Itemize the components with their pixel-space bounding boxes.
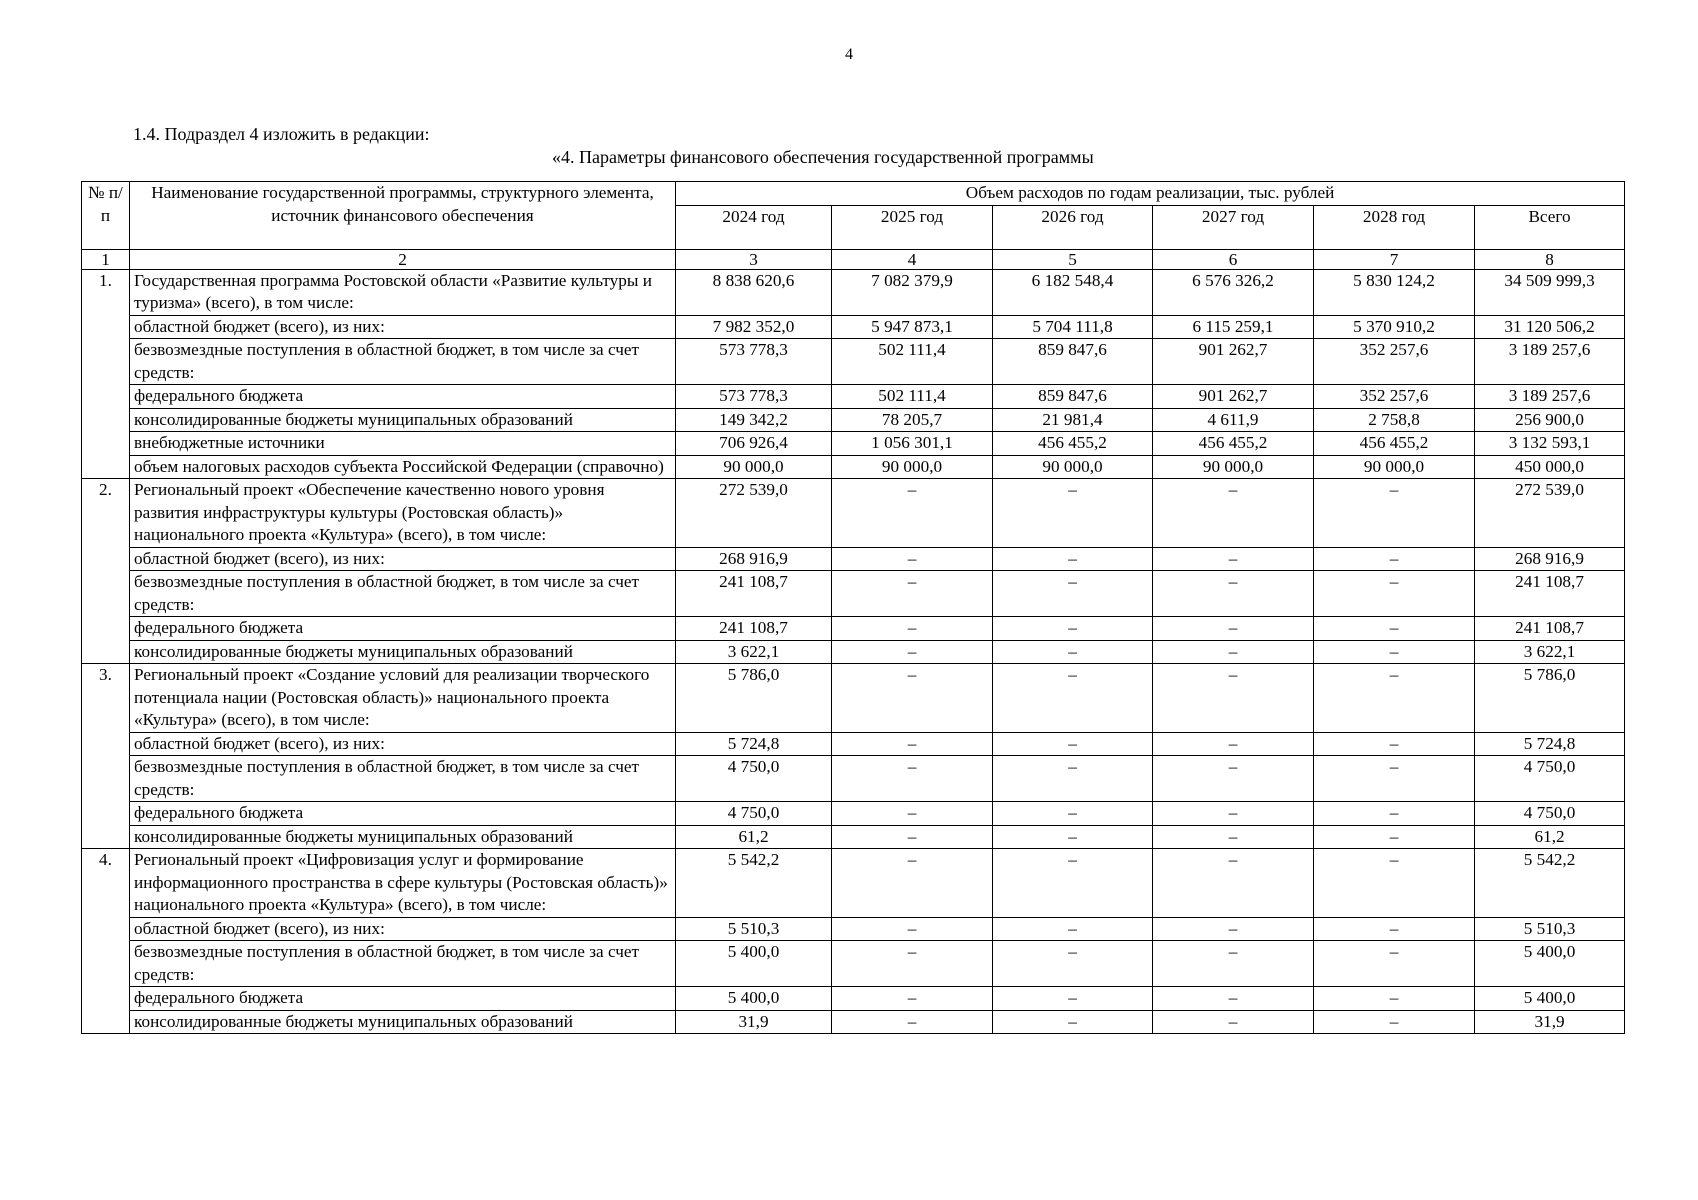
row-value: – — [1314, 640, 1475, 664]
row-number: 1. — [82, 269, 130, 479]
row-value: 5 947 873,1 — [832, 315, 993, 339]
row-name: безвозмездные поступления в областной бюджет, в том числе за счет средств: — [130, 756, 676, 802]
row-value: 456 455,2 — [993, 432, 1153, 456]
row-value: 3 622,1 — [676, 640, 832, 664]
row-value: 4 750,0 — [676, 756, 832, 802]
row-value: – — [1314, 825, 1475, 849]
row-value: – — [1153, 640, 1314, 664]
row-value: – — [1153, 941, 1314, 987]
row-value: 241 108,7 — [676, 617, 832, 641]
table-row — [82, 640, 1625, 664]
table-row — [82, 917, 1625, 941]
row-number: 4. — [82, 849, 130, 1034]
row-value: – — [1314, 756, 1475, 802]
section-title: «4. Параметры финансового обеспечения государственной программы — [552, 147, 1094, 167]
row-value: 1 056 301,1 — [832, 432, 993, 456]
row-value: 5 510,3 — [676, 917, 832, 941]
table-row — [82, 825, 1625, 849]
row-value: – — [832, 756, 993, 802]
row-value: 6 115 259,1 — [1153, 315, 1314, 339]
row-value: 78 205,7 — [832, 408, 993, 432]
row-total: 5 400,0 — [1475, 941, 1625, 987]
column-numbers-row — [82, 249, 1625, 269]
row-value: – — [832, 917, 993, 941]
row-value: – — [1153, 479, 1314, 548]
row-value: – — [832, 664, 993, 733]
row-value: – — [1314, 732, 1475, 756]
row-total: 3 132 593,1 — [1475, 432, 1625, 456]
header-name: Наименование государственной программы, структурного элемента, источник финансового обеспечения — [130, 182, 676, 250]
row-value: 573 778,3 — [676, 385, 832, 409]
column-number: 6 — [1153, 249, 1314, 269]
column-number: 8 — [1475, 249, 1625, 269]
row-value: 5 400,0 — [676, 941, 832, 987]
header-year: 2025 год — [832, 205, 993, 249]
row-value: – — [1153, 756, 1314, 802]
row-name: Региональный проект «Цифровизация услуг и формирование информационного пространства в сфере культуры (Ростовская область)» национального проекта «Культура» (всего), в том числе: — [130, 849, 676, 918]
row-number: 3. — [82, 664, 130, 849]
row-value: – — [993, 664, 1153, 733]
column-number: 5 — [993, 249, 1153, 269]
table-row — [82, 339, 1625, 385]
row-name: областной бюджет (всего), из них: — [130, 315, 676, 339]
row-value: – — [832, 941, 993, 987]
row-value: – — [832, 547, 993, 571]
row-value: 90 000,0 — [1314, 455, 1475, 479]
row-value: – — [1314, 571, 1475, 617]
table-row — [82, 432, 1625, 456]
row-name: безвозмездные поступления в областной бюджет, в том числе за счет средств: — [130, 941, 676, 987]
row-value: 5 400,0 — [676, 987, 832, 1011]
row-value: 5 704 111,8 — [993, 315, 1153, 339]
row-value: – — [993, 479, 1153, 548]
row-value: 706 926,4 — [676, 432, 832, 456]
row-value: – — [1314, 479, 1475, 548]
row-name: Региональный проект «Обеспечение качественно нового уровня развития инфраструктуры культуры (Ростовская область)» национального проекта «Культура» (всего), в том числе: — [130, 479, 676, 548]
row-value: – — [1314, 1010, 1475, 1034]
row-value: 5 542,2 — [676, 849, 832, 918]
row-value: 2 758,8 — [1314, 408, 1475, 432]
header-group: Объем расходов по годам реализации, тыс. рублей — [676, 182, 1625, 206]
header-num: № п/п — [82, 182, 130, 250]
row-name: федерального бюджета — [130, 802, 676, 826]
row-value: – — [1314, 987, 1475, 1011]
financing-table — [81, 181, 1625, 1034]
row-total: 31 120 506,2 — [1475, 315, 1625, 339]
row-name: Государственная программа Ростовской области «Развитие культуры и туризма» (всего), в том числе: — [130, 269, 676, 315]
header-total: Всего — [1475, 205, 1625, 249]
row-total: 4 750,0 — [1475, 756, 1625, 802]
row-total: 31,9 — [1475, 1010, 1625, 1034]
row-value: 456 455,2 — [1153, 432, 1314, 456]
row-value: – — [1314, 802, 1475, 826]
row-value: 5 370 910,2 — [1314, 315, 1475, 339]
row-value: 6 182 548,4 — [993, 269, 1153, 315]
row-value: 90 000,0 — [676, 455, 832, 479]
row-value: 149 342,2 — [676, 408, 832, 432]
row-name: федерального бюджета — [130, 987, 676, 1011]
row-value: – — [1153, 917, 1314, 941]
row-total: 5 786,0 — [1475, 664, 1625, 733]
table-row — [82, 802, 1625, 826]
row-name: федерального бюджета — [130, 617, 676, 641]
row-value: – — [832, 1010, 993, 1034]
intro-text: 1.4. Подраздел 4 изложить в редакции: — [133, 124, 430, 144]
row-value: 272 539,0 — [676, 479, 832, 548]
row-value: – — [832, 732, 993, 756]
row-value: – — [1153, 664, 1314, 733]
row-value: 90 000,0 — [993, 455, 1153, 479]
table-row — [82, 1010, 1625, 1034]
row-value: – — [1314, 617, 1475, 641]
header-year: 2027 год — [1153, 205, 1314, 249]
row-value: – — [1153, 849, 1314, 918]
row-value: 90 000,0 — [832, 455, 993, 479]
row-value: 6 576 326,2 — [1153, 269, 1314, 315]
table-row — [82, 941, 1625, 987]
row-value: – — [832, 571, 993, 617]
header-year: 2026 год — [993, 205, 1153, 249]
row-value: 90 000,0 — [1153, 455, 1314, 479]
table-row — [82, 385, 1625, 409]
row-value: 61,2 — [676, 825, 832, 849]
row-value: 352 257,6 — [1314, 339, 1475, 385]
row-value: 241 108,7 — [676, 571, 832, 617]
row-value: – — [832, 987, 993, 1011]
row-total: 4 750,0 — [1475, 802, 1625, 826]
row-value: – — [832, 802, 993, 826]
row-value: – — [993, 617, 1153, 641]
row-value: – — [993, 732, 1153, 756]
row-value: – — [1153, 571, 1314, 617]
table-row — [82, 849, 1625, 918]
table-body — [82, 269, 1625, 1034]
column-number: 2 — [130, 249, 676, 269]
table-row — [82, 455, 1625, 479]
row-value: – — [1153, 732, 1314, 756]
header-year: 2024 год — [676, 205, 832, 249]
row-name: безвозмездные поступления в областной бюджет, в том числе за счет средств: — [130, 339, 676, 385]
table-row — [82, 987, 1625, 1011]
row-name: консолидированные бюджеты муниципальных образований — [130, 825, 676, 849]
row-value: – — [993, 640, 1153, 664]
row-total: 5 510,3 — [1475, 917, 1625, 941]
row-value: – — [993, 917, 1153, 941]
row-value: 5 724,8 — [676, 732, 832, 756]
row-total: 3 189 257,6 — [1475, 339, 1625, 385]
row-total: 268 916,9 — [1475, 547, 1625, 571]
row-value: 7 982 352,0 — [676, 315, 832, 339]
row-value: – — [993, 756, 1153, 802]
row-value: 21 981,4 — [993, 408, 1153, 432]
table-row — [82, 617, 1625, 641]
row-value: – — [993, 941, 1153, 987]
row-total: 241 108,7 — [1475, 617, 1625, 641]
row-value: 7 082 379,9 — [832, 269, 993, 315]
row-total: 5 724,8 — [1475, 732, 1625, 756]
row-value: 502 111,4 — [832, 339, 993, 385]
row-total: 241 108,7 — [1475, 571, 1625, 617]
row-value: 859 847,6 — [993, 339, 1153, 385]
row-name: консолидированные бюджеты муниципальных образований — [130, 408, 676, 432]
table-row — [82, 315, 1625, 339]
row-value: – — [832, 640, 993, 664]
row-name: консолидированные бюджеты муниципальных образований — [130, 1010, 676, 1034]
column-number: 4 — [832, 249, 993, 269]
row-value: – — [1314, 941, 1475, 987]
row-name: безвозмездные поступления в областной бюджет, в том числе за счет средств: — [130, 571, 676, 617]
row-value: – — [1314, 849, 1475, 918]
row-value: 268 916,9 — [676, 547, 832, 571]
row-total: 3 622,1 — [1475, 640, 1625, 664]
row-total: 5 542,2 — [1475, 849, 1625, 918]
row-value: – — [1153, 825, 1314, 849]
row-value: – — [1153, 617, 1314, 641]
column-number: 7 — [1314, 249, 1475, 269]
row-name: Региональный проект «Создание условий для реализации творческого потенциала нации (Ростовская область)» национального проекта «Культура» (всего), в том числе: — [130, 664, 676, 733]
row-value: – — [832, 849, 993, 918]
row-value: – — [1153, 547, 1314, 571]
row-value: 4 611,9 — [1153, 408, 1314, 432]
row-value: 5 830 124,2 — [1314, 269, 1475, 315]
row-value: – — [832, 825, 993, 849]
row-value: – — [993, 802, 1153, 826]
column-number: 1 — [82, 249, 130, 269]
row-value: 901 262,7 — [1153, 339, 1314, 385]
row-value: 456 455,2 — [1314, 432, 1475, 456]
row-name: федерального бюджета — [130, 385, 676, 409]
row-value: 352 257,6 — [1314, 385, 1475, 409]
table-row — [82, 408, 1625, 432]
table-row — [82, 732, 1625, 756]
row-total: 5 400,0 — [1475, 987, 1625, 1011]
table-row — [82, 269, 1625, 315]
row-name: областной бюджет (всего), из них: — [130, 547, 676, 571]
row-value: – — [832, 479, 993, 548]
table-row — [82, 571, 1625, 617]
row-value: – — [832, 617, 993, 641]
row-value: 901 262,7 — [1153, 385, 1314, 409]
row-value: – — [1153, 1010, 1314, 1034]
row-value: 502 111,4 — [832, 385, 993, 409]
row-value: – — [993, 825, 1153, 849]
row-total: 61,2 — [1475, 825, 1625, 849]
row-value: – — [993, 1010, 1153, 1034]
row-total: 272 539,0 — [1475, 479, 1625, 548]
row-value: – — [993, 547, 1153, 571]
row-value: 4 750,0 — [676, 802, 832, 826]
row-value: – — [1314, 547, 1475, 571]
row-total: 256 900,0 — [1475, 408, 1625, 432]
row-name: объем налоговых расходов субъекта Российской Федерации (справочно) — [130, 455, 676, 479]
row-total: 34 509 999,3 — [1475, 269, 1625, 315]
row-value: – — [1314, 917, 1475, 941]
row-value: 31,9 — [676, 1010, 832, 1034]
row-total: 3 189 257,6 — [1475, 385, 1625, 409]
row-number: 2. — [82, 479, 130, 664]
row-value: – — [993, 849, 1153, 918]
table-row — [82, 547, 1625, 571]
row-value: 8 838 620,6 — [676, 269, 832, 315]
row-name: внебюджетные источники — [130, 432, 676, 456]
row-name: областной бюджет (всего), из них: — [130, 732, 676, 756]
table-header — [82, 182, 1625, 270]
row-value: – — [993, 571, 1153, 617]
header-year: 2028 год — [1314, 205, 1475, 249]
page-number: 4 — [845, 46, 853, 63]
column-number: 3 — [676, 249, 832, 269]
row-value: 573 778,3 — [676, 339, 832, 385]
table-row — [82, 479, 1625, 548]
row-value: – — [1314, 664, 1475, 733]
row-value: – — [1153, 802, 1314, 826]
row-value: 859 847,6 — [993, 385, 1153, 409]
row-value: – — [993, 987, 1153, 1011]
row-value: – — [1153, 987, 1314, 1011]
table-row — [82, 664, 1625, 733]
row-name: консолидированные бюджеты муниципальных образований — [130, 640, 676, 664]
table-row — [82, 756, 1625, 802]
row-total: 450 000,0 — [1475, 455, 1625, 479]
row-name: областной бюджет (всего), из них: — [130, 917, 676, 941]
row-value: 5 786,0 — [676, 664, 832, 733]
